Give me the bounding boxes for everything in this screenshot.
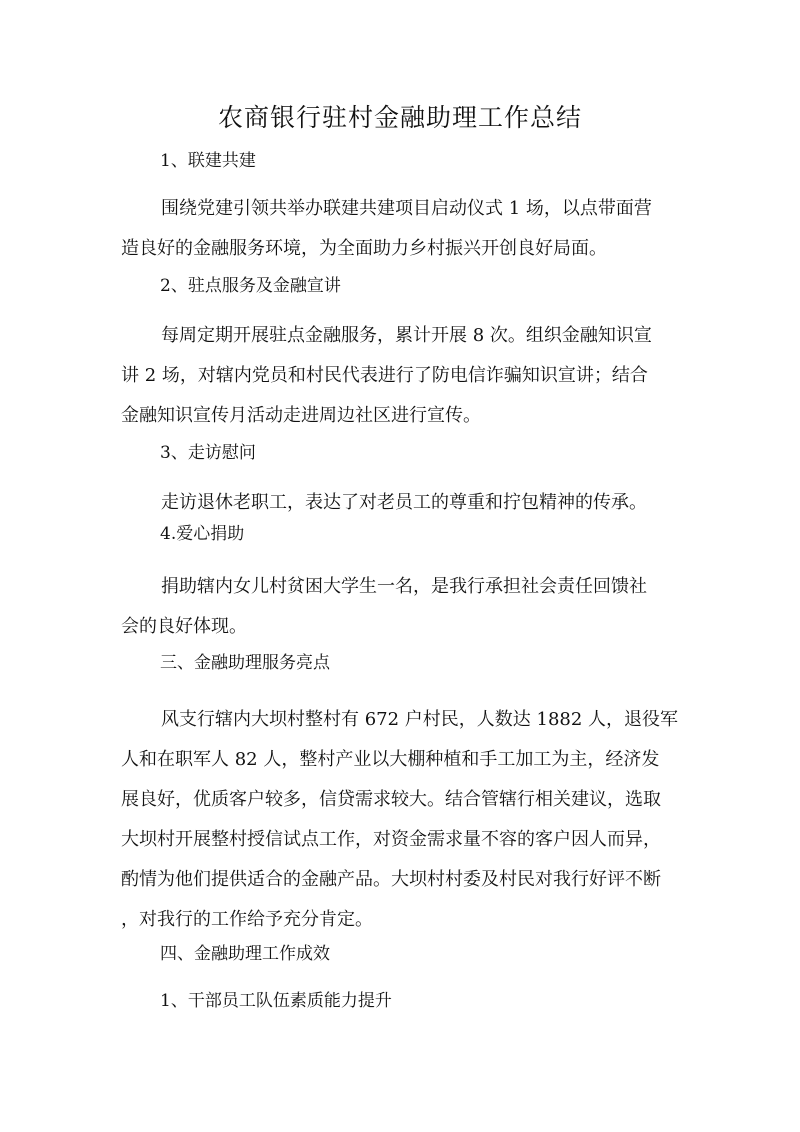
section-paragraph-1 [121,189,701,269]
paragraph-line: 围绕党建引领共举办联建共建项目启动仪式 1 场，以点带面营 [161,198,652,219]
paragraph-line: 捐助辖内女儿村贫困大学生一名，是我行承担社会责任回馈社 [161,576,647,597]
section-heading-5: 三、金融助理服务亮点 [160,653,330,673]
section-heading-2: 2、驻点服务及金融宣讲 [160,276,341,296]
paragraph-line: ，对我行的工作给予充分肯定。 [121,909,373,930]
paragraph-line: 展良好，优质客户较多，信贷需求较大。结合管辖行相关建议，选取 [121,789,661,810]
paragraph-line: 金融知识宣传月活动走进周边社区进行宣传。 [121,405,481,426]
paragraph-line: 走访退休老职工，表达了对老员工的尊重和拧包精神的传承。 [161,492,647,513]
section-heading-3: 3、走访慰问 [160,443,256,463]
paragraph-line: 人和在职军人 82 人，整村产业以大棚种植和手工加工为主，经济发 [121,749,660,770]
document-title: 农商银行驻村金融助理工作总结 [217,103,582,132]
section-paragraph-5 [121,700,701,940]
paragraph-line: 大坝村开展整村授信试点工作，对资金需求量不容的客户因人而异， [121,829,661,850]
section-heading-4: 4.爱心捐助 [160,524,245,544]
section-heading-7: 1、干部员工队伍素质能力提升 [160,991,392,1011]
paragraph-line: 讲 2 场，对辖内党员和村民代表进行了防电信诈骗知识宣讲；结合 [121,365,648,386]
section-paragraph-3 [121,483,701,523]
section-heading-1: 1、联建共建 [160,151,256,171]
paragraph-line: 酌情为他们提供适合的金融产品。大坝村村委及村民对我行好评不断 [121,869,661,890]
paragraph-line: 每周定期开展驻点金融服务，累计开展 8 次。组织金融知识宣 [161,325,652,346]
paragraph-line: 造良好的金融服务环境，为全面助力乡村振兴开创良好局面。 [121,238,607,259]
paragraph-line: 会的良好体现。 [121,616,247,637]
section-paragraph-2 [121,316,701,436]
section-paragraph-4 [121,567,701,647]
section-heading-6: 四、金融助理工作成效 [160,944,330,964]
paragraph-line: 风支行辖内大坝村整村有 672 户村民，人数达 1882 人，退役军 [161,709,679,730]
